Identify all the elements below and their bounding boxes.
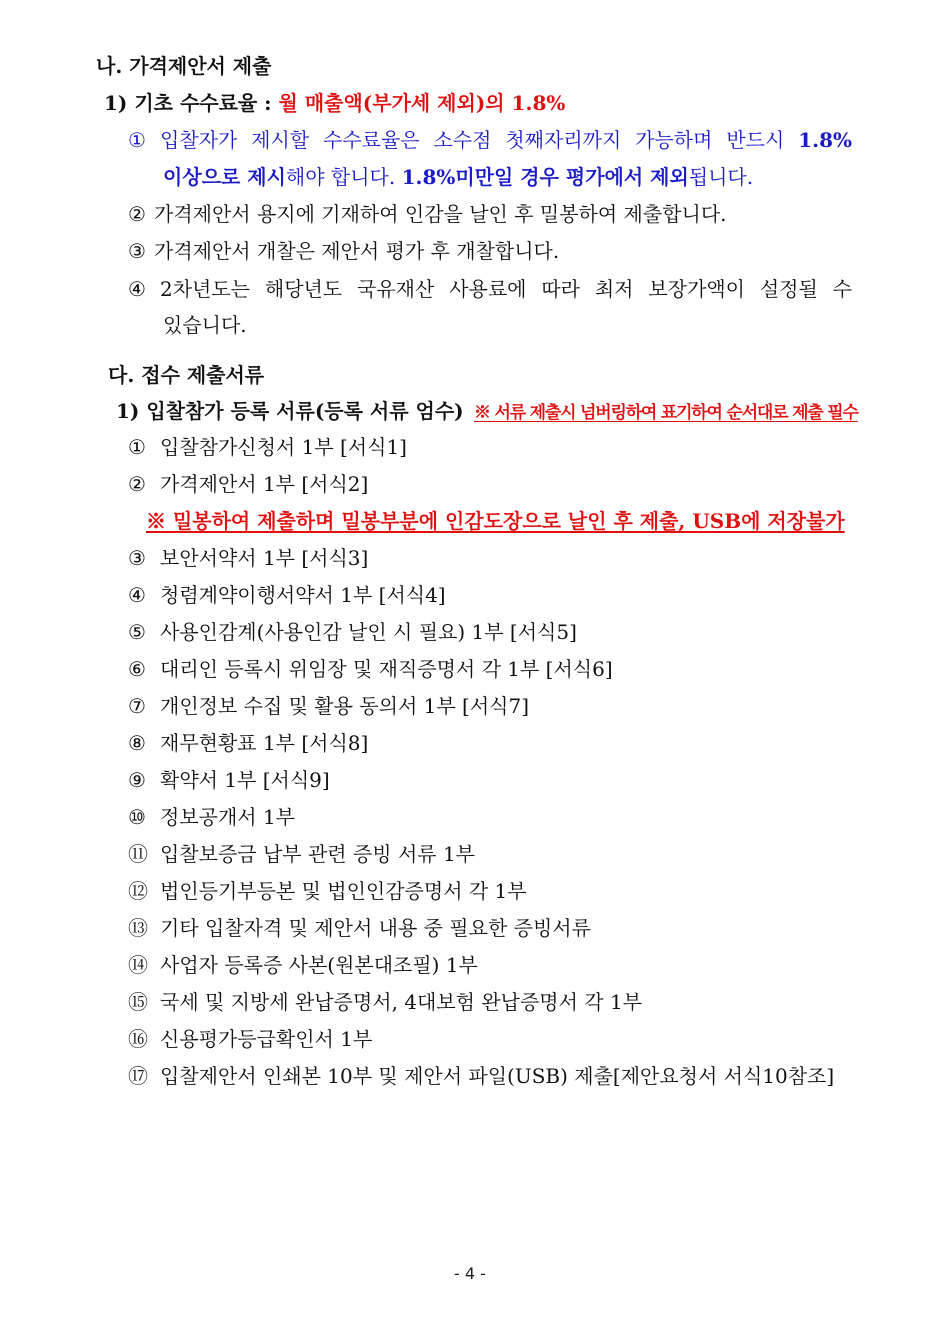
doc-item-8-number: ⑧ [128, 731, 146, 755]
price-item-1-line-2 [163, 163, 753, 191]
sealing-warning: ※ 밀봉하여 제출하며 밀봉부분에 인감도장으로 날인 후 제출, USB에 저장불가 [146, 509, 845, 533]
price-item-3-number: ③ [128, 239, 146, 263]
doc-item-14-text: 사업자 등록증 사본(원본대조필) 1부 [160, 953, 478, 977]
doc-item-16-text: 신용평가등급확인서 1부 [160, 1027, 373, 1051]
doc-item-8-text: 재무현황표 1부 [서식8] [160, 731, 369, 755]
price-item-1-line-1 [128, 126, 852, 154]
doc-item-13 [128, 914, 591, 942]
doc-item-3 [128, 544, 368, 572]
doc-item-12-text: 법인등기부등본 및 법인인감증명서 각 1부 [160, 879, 527, 903]
doc-item-5 [128, 618, 577, 646]
doc-item-6 [128, 655, 613, 683]
price-item-1-min-rate: 1.8% [798, 128, 852, 152]
registration-docs-line [116, 397, 858, 427]
doc-item-6-text: 대리인 등록시 위임장 및 재직증명서 각 1부 [서식6] [160, 657, 613, 681]
doc-item-7 [128, 692, 529, 720]
doc-item-2 [128, 470, 368, 498]
doc-item-15-text: 국세 및 지방세 완납증명서, 4대보험 완납증명서 각 1부 [160, 990, 643, 1014]
price-item-1-mid-text: 해야 합니다. [285, 165, 402, 189]
doc-item-2-text: 가격제안서 1부 [서식2] [160, 472, 369, 496]
doc-item-4-text: 청렴계약이행서약서 1부 [서식4] [160, 583, 446, 607]
doc-item-14 [128, 951, 478, 979]
doc-item-17-number: ⑰ [128, 1064, 148, 1088]
section-heading-price-proposal: 나. 가격제안서 제출 [96, 54, 272, 78]
base-fee-rate-value: 월 매출액(부가세 제외)의 1.8% [278, 91, 566, 115]
doc-item-13-text: 기타 입찰자격 및 제안서 내용 중 필요한 증빙서류 [160, 916, 591, 940]
doc-item-9-text: 확약서 1부 [서식9] [160, 768, 330, 792]
doc-item-1-number: ① [128, 435, 146, 459]
doc-item-10-text: 정보공개서 1부 [160, 805, 296, 829]
doc-item-3-text: 보안서약서 1부 [서식3] [160, 546, 369, 570]
doc-item-17-text: 입찰제안서 인쇄본 10부 및 제안서 파일(USB) 제출[제안요청서 서식10참조] [160, 1064, 835, 1088]
price-item-4-number: ④ [128, 277, 146, 301]
price-item-1-emphasis-1: 이상으로 제시 [163, 165, 286, 189]
registration-docs-label: 1) 입찰참가 등록 서류(등록 서류 엄수) [116, 399, 464, 423]
doc-item-9 [128, 766, 330, 794]
doc-item-11-number: ⑪ [128, 842, 148, 866]
doc-item-12-number: ⑫ [128, 879, 148, 903]
price-item-4-text: 2차년도는 해당년도 국유재산 사용료에 따라 최저 보장가액이 설정될 수 [160, 277, 852, 301]
doc-item-16 [128, 1025, 372, 1053]
doc-item-6-number: ⑥ [128, 657, 146, 681]
doc-item-5-number: ⑤ [128, 620, 146, 644]
base-fee-rate-label: 1) 기초 수수료율 : [104, 91, 279, 115]
doc-item-12 [128, 877, 527, 905]
doc-item-11-text: 입찰보증금 납부 관련 증빙 서류 1부 [160, 842, 475, 866]
doc-item-3-number: ③ [128, 546, 146, 570]
numbering-notice: ※ 서류 제출시 넘버링하여 표기하여 순서대로 제출 필수 [473, 403, 858, 423]
doc-item-15 [128, 988, 642, 1016]
price-item-2-text: 가격제안서 용지에 기재하여 인감을 날인 후 밀봉하여 제출합니다. [154, 202, 727, 226]
price-item-1-number: ① [128, 128, 146, 152]
doc-item-13-number: ⑬ [128, 916, 148, 940]
doc-item-14-number: ⑭ [128, 953, 148, 977]
doc-item-11 [128, 840, 475, 868]
price-item-2 [128, 200, 727, 228]
price-item-3-text: 가격제안서 개찰은 제안서 평가 후 개찰합니다. [154, 239, 560, 263]
doc-item-9-number: ⑨ [128, 768, 146, 792]
base-fee-rate-line [104, 89, 565, 117]
doc-item-7-number: ⑦ [128, 694, 146, 718]
doc-item-17 [128, 1062, 834, 1090]
doc-item-8 [128, 729, 368, 757]
price-item-4-line-2: 있습니다. [163, 313, 247, 337]
page-number: - 4 - [454, 1264, 486, 1283]
doc-item-15-number: ⑮ [128, 990, 148, 1014]
doc-item-1-text: 입찰참가신청서 1부 [서식1] [160, 435, 407, 459]
price-item-3 [128, 237, 559, 265]
price-item-1-emphasis-2: 1.8%미만일 경우 평가에서 제외 [401, 165, 689, 189]
doc-item-1 [128, 433, 407, 461]
doc-item-10 [128, 803, 295, 831]
doc-item-4 [128, 581, 446, 609]
doc-item-2-number: ② [128, 472, 146, 496]
price-item-4-line-1 [128, 275, 852, 303]
doc-item-10-number: ⑩ [128, 805, 146, 829]
doc-item-5-text: 사용인감계(사용인감 날인 시 필요) 1부 [서식5] [160, 620, 577, 644]
doc-item-16-number: ⑯ [128, 1027, 148, 1051]
doc-item-4-number: ④ [128, 583, 146, 607]
price-item-2-number: ② [128, 202, 146, 226]
price-item-1-end-text: 됩니다. [688, 165, 754, 189]
section-heading-submission-docs: 다. 접수 제출서류 [108, 363, 265, 387]
price-item-1-text: 입찰자가 제시할 수수료율은 소수점 첫째자리까지 가능하며 반드시 [160, 128, 785, 152]
doc-item-7-text: 개인정보 수집 및 활용 동의서 1부 [서식7] [160, 694, 529, 718]
